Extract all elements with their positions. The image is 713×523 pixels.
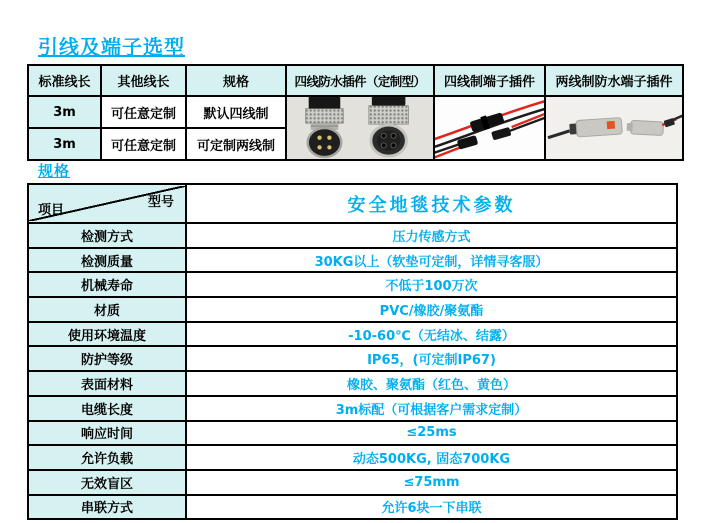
- table-row: [28, 396, 677, 421]
- spec-value: ≤25ms: [186, 421, 677, 446]
- section-title-wiring: 引线及端子选型: [38, 35, 185, 59]
- spec-label: 检测方式: [28, 223, 186, 248]
- table-row: [28, 248, 677, 273]
- spec-label: 响应时间: [28, 421, 186, 446]
- table-row: [28, 96, 683, 128]
- table-row: [28, 445, 677, 470]
- spec-table-title: 安全地毯技术参数: [186, 184, 677, 223]
- corner-label-model: 型号: [147, 195, 174, 210]
- spec-value: 3m标配（可根据客户需求定制）: [186, 396, 677, 421]
- spec-label: 使用环境温度: [28, 322, 186, 347]
- cell-other-length-2: 可任意定制: [101, 128, 186, 160]
- spec-label: 无效盲区: [28, 470, 186, 495]
- spec-table: [27, 183, 678, 520]
- sm-connector-image: [435, 97, 544, 159]
- table-row: [28, 346, 677, 371]
- spec-value: 允许6块一下串联: [186, 495, 677, 520]
- spec-label: 电缆长度: [28, 396, 186, 421]
- 2wire-waterproof-terminal-connectors-photo: [545, 96, 683, 160]
- cell-standard-length-1: 3m: [28, 96, 101, 128]
- col-header-4wire-waterproof-plug: 四线防水插件（定制型）: [286, 65, 434, 96]
- table-row: [28, 470, 677, 495]
- cell-other-length-1: 可任意定制: [101, 96, 186, 128]
- wire-table-header-row: [28, 65, 683, 96]
- table-row: [28, 495, 677, 520]
- cell-spec-2: 可定制两线制: [186, 128, 286, 160]
- spec-label: 机械寿命: [28, 272, 186, 297]
- spec-label: 串联方式: [28, 495, 186, 520]
- table-row: [28, 223, 677, 248]
- spec-label: 检测质量: [28, 248, 186, 273]
- spec-value: 压力传感方式: [186, 223, 677, 248]
- wire-terminal-table: [27, 64, 684, 161]
- sm-4wire-terminal-connectors-photo: [434, 96, 545, 160]
- spec-value: 不低于100万次: [186, 272, 677, 297]
- spec-value: ≤75mm: [186, 470, 677, 495]
- spec-label: 材质: [28, 297, 186, 322]
- waterproof-connector-image: [546, 97, 682, 159]
- table-row: [28, 371, 677, 396]
- table-row: [28, 297, 677, 322]
- m8-connector-image: [287, 97, 433, 159]
- spec-value: 动态500KG, 固态700KG: [186, 445, 677, 470]
- diagonal-corner-cell: [28, 184, 186, 223]
- spec-label: 防护等级: [28, 346, 186, 371]
- spec-value: IP65，(可定制IP67): [186, 346, 677, 371]
- spec-value: 30KG以上（软垫可定制，详情寻客服）: [186, 248, 677, 273]
- section-title-spec: 规格: [38, 162, 71, 180]
- spec-label: 表面材料: [28, 371, 186, 396]
- col-header-2wire-waterproof-terminal-plug: 两线制防水端子插件: [545, 65, 683, 96]
- spec-table-header-row: [28, 184, 677, 223]
- table-row: [28, 272, 677, 297]
- col-header-4wire-terminal-plug: 四线制端子插件: [434, 65, 545, 96]
- m8-circular-4pin-connectors-photo: [286, 96, 434, 160]
- table-row: [28, 322, 677, 347]
- spec-value: -10-60℃（无结冰、结露）: [186, 322, 677, 347]
- diagonal-divider: [29, 186, 185, 221]
- spec-value: 橡胶、聚氨酯（红色、黄色）: [186, 371, 677, 396]
- col-header-standard-length: 标准线长: [28, 65, 101, 96]
- spec-value: PVC/橡胶/聚氨酯: [186, 297, 677, 322]
- table-row: [28, 421, 677, 446]
- cell-standard-length-2: 3m: [28, 128, 101, 160]
- corner-label-item: 项目: [38, 203, 65, 218]
- cell-spec-1: 默认四线制: [186, 96, 286, 128]
- col-header-spec: 规格: [186, 65, 286, 96]
- spec-label: 允许负载: [28, 445, 186, 470]
- col-header-other-length: 其他线长: [101, 65, 186, 96]
